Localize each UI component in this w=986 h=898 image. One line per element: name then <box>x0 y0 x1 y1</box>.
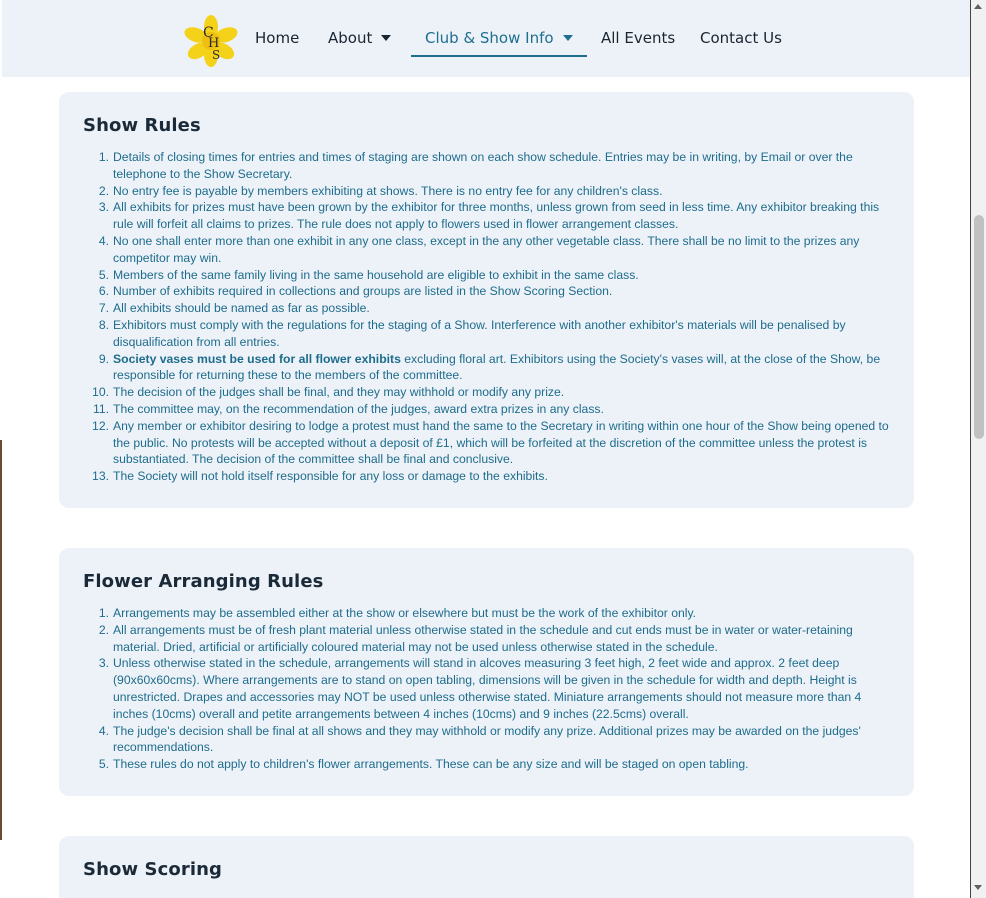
list-item: 3. Unless otherwise stated in the schedule, arrangements will stand in alcoves measuring 3 feet high, 2 feet wide and approx. 2 feet deep (90x60x60cms). Where arrangements are to stand on open tabling, dimensions will be given in the schedule for width and depth. Height is unrestricted. Drapes and accessories may NOT be used unless otherwise stated. Miniature arrangements should not measure more than 4 inches (10cms) overall and petite arrangements between 4 inches (10cms) and 9 inches (22.5cms) overall. <box>98 656 862 721</box>
bold-rule-text: Society vases must be used for all flower exhibits <box>113 351 401 366</box>
svg-text:S: S <box>212 48 221 62</box>
show-rules-title: Show Rules <box>83 115 201 136</box>
list-item: 13. The Society will not hold itself responsible for any loss or damage to the exhibits. <box>92 469 548 484</box>
list-item: 12. Any member or exhibitor desiring to lodge a protest must hand the same to the Secretary in writing within one hour of the Show being opened to the public. No protests will be accepted without a deposit of £1, which will be forfeited at the discretion of the committee unless the protest is substantiated. The decision of the committee shall be final and conclusive. <box>92 418 889 467</box>
flower-rules-list <box>98 605 893 773</box>
list-item: 11. The committee may, on the recommendation of the judges, award extra prizes in any class. <box>92 401 604 416</box>
society-logo[interactable] <box>183 15 239 67</box>
chevron-down-icon <box>563 35 573 41</box>
list-item: 5. These rules do not apply to children's flower arrangements. These can be any size and will be staged on open tabling. <box>98 757 749 772</box>
active-nav-underline <box>411 55 587 57</box>
nav-home[interactable] <box>255 29 299 47</box>
list-item: 2. No entry fee is payable by members exhibiting at shows. There is no entry fee for any children's class. <box>98 183 663 198</box>
list-item: 2. All arrangements must be of fresh plant material unless otherwise stated in the schedule and cut ends must be in water or water-retaining material. Dried, artificial or artificially coloured material may not be used unless otherwise stated in the schedule. <box>98 622 853 654</box>
chevron-down-icon <box>381 35 391 41</box>
list-item: 8. Exhibitors must comply with the regulations for the staging of a Show. Interference with another exhibitor's materials will be penalised by disqualification from all entries. <box>98 317 846 349</box>
list-item: 6. Number of exhibits required in collections and groups are listed in the Show Scoring Section. <box>98 284 613 299</box>
show-rules-card <box>59 92 914 508</box>
show-rules-list <box>92 149 893 485</box>
svg-text:H: H <box>208 36 220 51</box>
scrollbar-thumb[interactable] <box>974 215 984 439</box>
list-item: 9. Society vases must be used for all flower exhibits excluding floral art. Exhibitors using the Society's vases will, at the close of the Show, be responsible for returning these to the members of the committee. <box>98 351 881 383</box>
show-scoring-title: Show Scoring <box>83 859 222 880</box>
nav-home-label: Home <box>255 29 300 47</box>
scroll-down-arrow-icon[interactable] <box>974 885 982 890</box>
scroll-up-arrow-icon[interactable] <box>974 4 982 9</box>
nav-all-events[interactable] <box>601 29 675 47</box>
nav-all-events-label: All Events <box>601 29 676 47</box>
list-item: 4. No one shall enter more than one exhibit in any one class, except in the any other vegetable class. There shall be no limit to the prizes any competitor may win. <box>98 233 860 265</box>
nav-club-show-info[interactable] <box>425 29 573 47</box>
top-navbar <box>2 0 970 77</box>
nav-about[interactable] <box>328 29 391 47</box>
list-item: 5. Members of the same family living in the same household are eligible to exhibit in the same class. <box>98 267 639 282</box>
list-item: 3. All exhibits for prizes must have been grown by the exhibitor for three months, unless grown from seed in less time. Any exhibitor breaking this rule will forfeit all claims to prizes. The rule does not apply to flowers used in flower arrangement classes. <box>98 200 880 232</box>
list-item: 1. Arrangements may be assembled either at the show or elsewhere but must be the work of the exhibitor only. <box>98 606 697 620</box>
show-scoring-card <box>59 836 914 898</box>
nav-contact-us[interactable] <box>700 29 782 47</box>
svg-text:C: C <box>203 25 214 41</box>
list-item: 7. All exhibits should be named as far as possible. <box>98 301 370 316</box>
list-item: 1. Details of closing times for entries and times of staging are shown on each show schedule. Entries may be in writing, by Email or over the telephone to the Show Secretary. <box>98 150 853 181</box>
flower-rules-title: Flower Arranging Rules <box>83 571 324 592</box>
vertical-scrollbar[interactable] <box>971 0 986 898</box>
nav-about-label: About <box>328 29 373 47</box>
page-edge <box>0 440 2 840</box>
nav-club-show-info-label: Club & Show Info <box>425 29 554 47</box>
flower-rules-card <box>59 548 914 796</box>
nav-contact-us-label: Contact Us <box>700 29 782 47</box>
list-item: 4. The judge's decision shall be final at all shows and they may withhold or modify any prize. Additional prizes may be awarded on the judges' recommendations. <box>98 723 861 755</box>
list-item: 10. The decision of the judges shall be final, and they may withhold or modify any prize. <box>92 385 565 400</box>
